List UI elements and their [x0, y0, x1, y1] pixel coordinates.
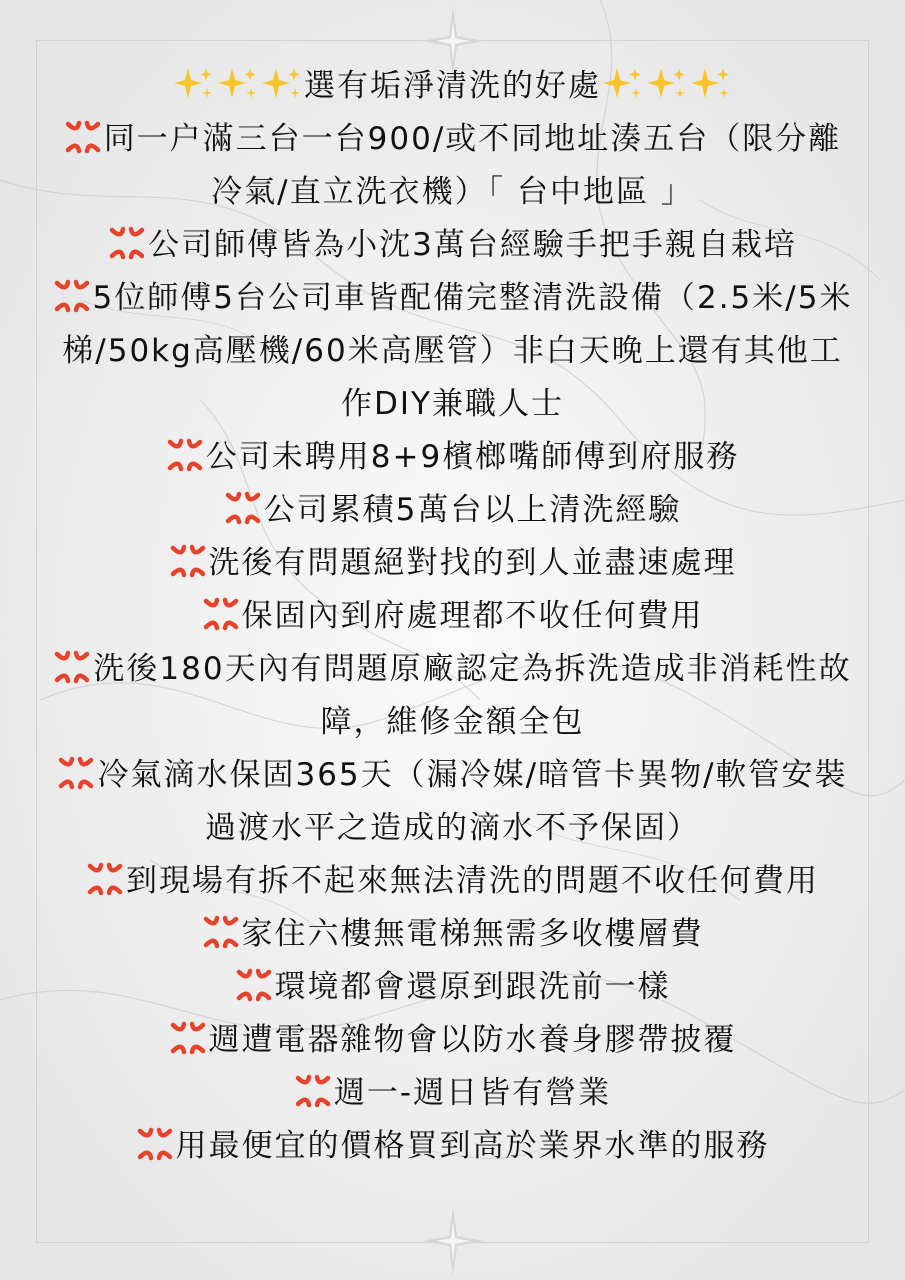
anger-symbol-icon — [235, 966, 273, 1000]
list-item-text: 洗後180天內有問題原廠認定為拆洗造成非消耗性故障，維修金額全包 — [93, 651, 852, 740]
list-item — [48, 484, 857, 537]
list-item-text: 保固內到府處理都不收任何費用 — [241, 598, 704, 634]
list-item — [48, 749, 857, 855]
anger-symbol-icon — [53, 277, 91, 311]
list-item-text: 家住六樓無電梯無需多收樓層費 — [241, 916, 704, 952]
list-item-text: 到現場有拆不起來無法清洗的問題不收任何費用 — [126, 863, 819, 899]
list-item-text: 週一-週日皆有營業 — [333, 1075, 612, 1111]
anger-symbol-icon — [202, 913, 240, 947]
sparkles-icon — [645, 66, 689, 102]
star-bottom-icon — [422, 1206, 484, 1276]
list-item-text: 冷氣滴水保固365天（漏冷媒/暗管卡異物/軟管安裝過渡水平之造成的滴水不予保固） — [97, 757, 848, 846]
document-title — [48, 60, 857, 113]
list-item-text: 同一户滿三台一台900/或不同地址湊五台（限分離冷氣/直立洗衣機）「 台中地區 」 — [103, 121, 842, 210]
list-item — [48, 272, 857, 431]
anger-symbol-icon — [166, 436, 204, 470]
list-item — [48, 537, 857, 590]
anger-symbol-icon — [86, 860, 124, 894]
list-item-text: 公司師傅皆為小沈3萬台經驗手把手親自栽培 — [148, 227, 797, 263]
list-item-text: 5位師傅5台公司車皆配備完整清洗設備（2.5米/5米梯/50kg高壓機/60米高壓管）非白天晚上還有其他工作DIY兼職人士 — [62, 280, 853, 422]
list-item — [48, 431, 857, 484]
list-item-text: 洗後有問題絕對找的到人並盡速處理 — [208, 545, 737, 581]
list-item-text: 公司未聘用8+9檳榔嘴師傅到府服務 — [205, 439, 740, 475]
anger-symbol-icon — [53, 648, 91, 682]
anger-symbol-icon — [169, 542, 207, 576]
anger-symbol-icon — [64, 118, 102, 152]
list-item — [48, 590, 857, 643]
list-item — [48, 1120, 857, 1173]
document-content — [48, 60, 857, 1173]
list-item-text: 環境都會還原到跟洗前一樣 — [274, 969, 671, 1005]
sparkles-icon — [260, 66, 304, 102]
list-item — [48, 219, 857, 272]
list-item-text: 公司累積5萬台以上清洗經驗 — [263, 492, 682, 528]
list-item — [48, 643, 857, 749]
sparkles-icon — [601, 66, 645, 102]
list-item — [48, 961, 857, 1014]
sparkles-icon — [689, 66, 733, 102]
anger-symbol-icon — [136, 1125, 174, 1159]
list-item-text: 週遭電器雜物會以防水養身膠帶披覆 — [208, 1022, 737, 1058]
list-item-text: 用最便宜的價格買到高於業界水準的服務 — [175, 1128, 770, 1164]
benefit-list — [48, 113, 857, 1173]
anger-symbol-icon — [294, 1072, 332, 1106]
list-item — [48, 113, 857, 219]
list-item — [48, 1067, 857, 1120]
list-item — [48, 908, 857, 961]
title-text: 選有垢淨清洗的好處 — [304, 68, 601, 104]
anger-symbol-icon — [169, 1019, 207, 1053]
anger-symbol-icon — [57, 754, 95, 788]
sparkles-icon — [172, 66, 216, 102]
anger-symbol-icon — [108, 224, 146, 258]
list-item — [48, 855, 857, 908]
anger-symbol-icon — [202, 595, 240, 629]
anger-symbol-icon — [224, 489, 262, 523]
sparkles-icon — [216, 66, 260, 102]
list-item — [48, 1014, 857, 1067]
